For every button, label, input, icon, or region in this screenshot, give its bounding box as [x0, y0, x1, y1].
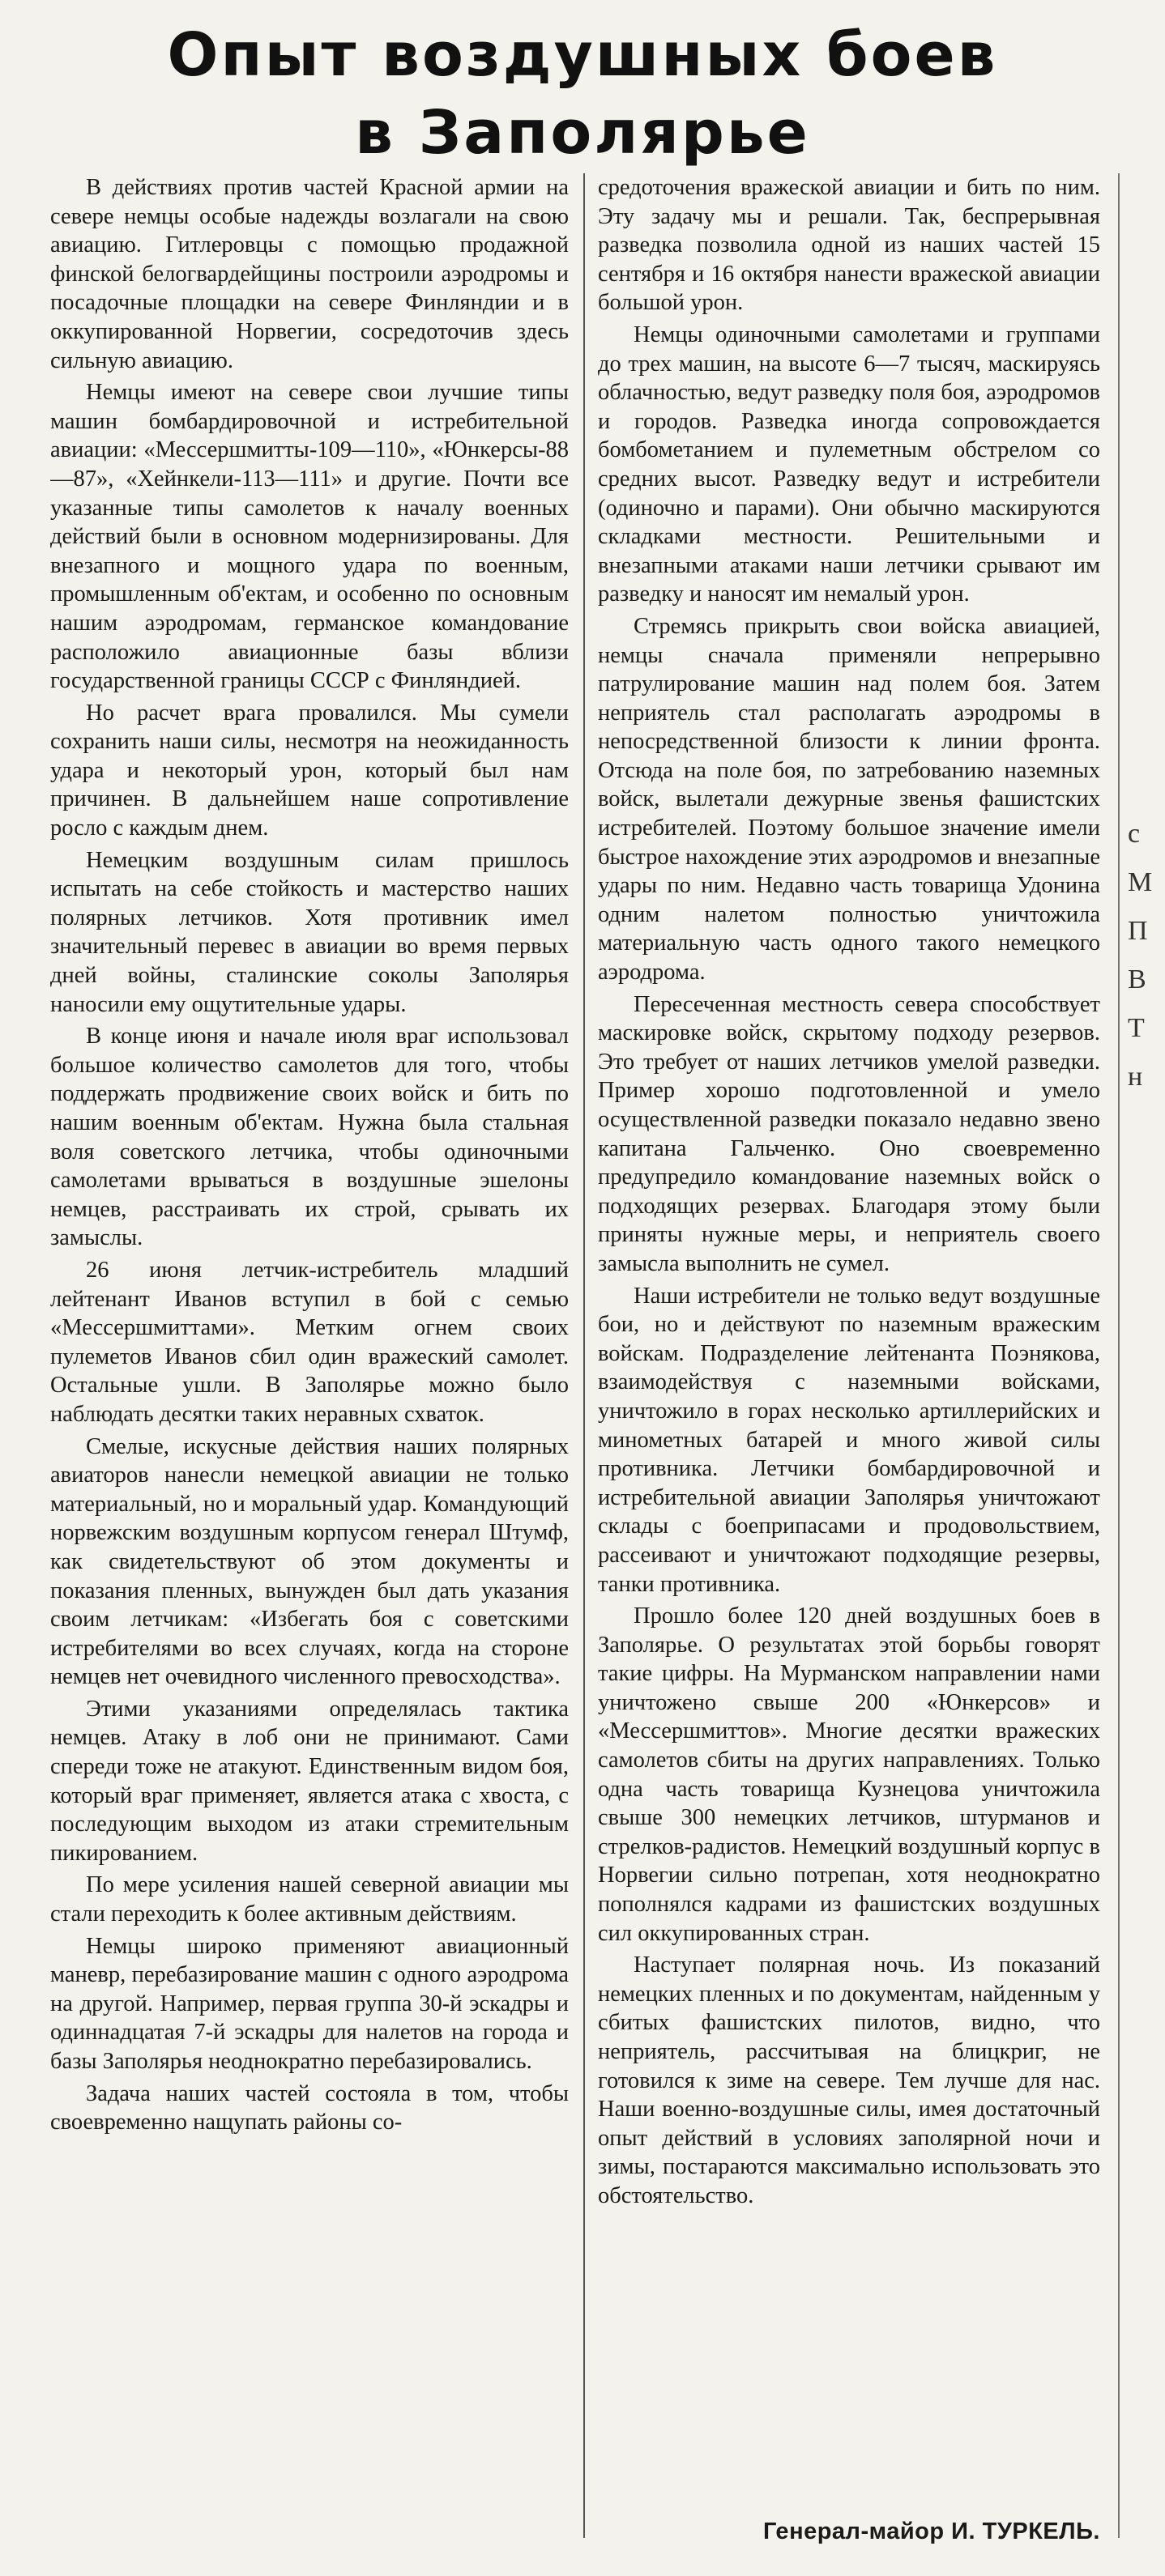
article-headline [0, 16, 1165, 172]
fragment-letter: с [1128, 819, 1141, 849]
paragraph: Немцы имеют на севере свои лучшие типы машин бомбардировочной и истребительной авиации: «Мессершмитты-109—110», «Юнкерсы-88—87», «Хейнкели-113—111» и другие. Почти все указанные типы самолетов к началу военных действий были в основном модернизированы. Для внезапного и мощного удара по военным, промышленным об'ектам, и особенно по основным нашим аэродромам, германское командование расположило авиационные базы вблизи государственной границы СССР с Финляндией. [50, 380, 569, 694]
headline-line-1: Опыт воздушных боев [167, 20, 998, 90]
fragment-letter: Т [1128, 1013, 1145, 1043]
fragment-letter: В [1128, 964, 1146, 994]
left-column [50, 173, 569, 2562]
paragraph: Стремясь прикрыть свои войска авиацией, немцы сначала применяли непрерывно патрулирование машин над полем боя. Затем неприятель стал располагать аэродромы в непосредственной близости к линии фронта. Отсюда на поле боя, по затребованию наземных войск, вылетали дежурные звенья фашистских истребителей. Поэтому большое значение имели быстрое нахождение этих аэродромов и внезапные удары по ним. Недавно часть товарища Удонина одним налетом полностью уничтожила материальную часть одного такого немецкого аэродрома. [598, 613, 1100, 986]
adjacent-column-fragments [1128, 810, 1165, 2267]
right-column [598, 173, 1100, 2562]
paragraph: В конце июня и начале июля враг использовал большое количество самолетов для того, чтобы поддержать продвижение своих войск и бить по нашим военным об'ектам. Нужна была стальная воля советского летчика, чтобы одиночными самолетами врываться в воздушные эшелоны немцев, расстраивать их строй, срывать их замыслы. [50, 1024, 569, 1251]
paragraph: Немецким воздушным силам пришлось испытать на себе стойкость и мастерство наших полярных летчиков. Хотя противник имел значительный перевес в авиации во время первых дней войны, сталинские соколы Заполярья наносили ему ощутительные удары. [50, 847, 569, 1017]
paragraph: Немцы одиночными самолетами и группами до трех машин, на высоте 6—7 тысяч, маскируясь облачностью, ведут разведку поля боя, аэродромов и городов. Разведка иногда сопровождается бомбометанием и пулеметным обстрелом со средних высот. Разведку ведут и истребители (одиночно и парами). Они обычно маскируются складками местности. Решительными и внезапными атаками наши летчики срывают им разведку и наносят им немалый урон. [598, 321, 1100, 607]
paragraph: Этими указаниями определялась тактика немцев. Атаку в лоб они не принимают. Сами спереди тоже не атакуют. Единственным видом боя, который враг применяет, является атака с хвоста, с последующим выходом из атаки стремительным пикированием. [50, 1696, 569, 1866]
paragraph: Наши истребители не только ведут воздушные бои, но и действуют по наземным вражеским войскам. Подразделение лейтенанта Поэнякова, взаимодействуя с наземными войсками, уничтожило в горах несколько артиллерийских и минометных батарей и много живой силы противника. Летчики бомбардировочной и истребительной авиации Заполярья уничтожают склады с боеприпасами и продовольствием, рассеивают и уничтожают подходящие резервы, танки противника. [598, 1283, 1100, 1597]
paragraph: Но расчет врага провалился. Мы сумели сохранить наши силы, несмотря на неожиданность удара и некоторый урон, который был нам причинен. В дальнейшем наше сопротивление росло с каждым днем. [50, 700, 569, 841]
headline-line-2: в Заполярье [355, 98, 810, 168]
paragraph: Пересеченная местность севера способствует маскировке войск, скрытому подходу резервов. Это требует от наших летчиков умелой разведки. Пример хорошо подготовленной и умело осуществленной разведки показало недавно звено капитана Гальченко. Оно своевременно предупредило командование наземных войск о подходящих резервах. Благодаря этому были приняты нужные меры, и неприятель своего замысла выполнить не сумел. [598, 991, 1100, 1276]
fragment-letter: н [1128, 1062, 1143, 1092]
paragraph: Наступает полярная ночь. Из показаний немецких пленных и по документам, найденным у сбитых фашистских пилотов, видно, что неприятель, рассчитывая на блицкриг, не готовился к зиме на севере. Тем лучше для нас. Наши военно-воздушные силы, имея достаточный опыт действий в условиях заполярной ночи и зимы, постараются максимально использовать это обстоятельство. [598, 1952, 1100, 2208]
paragraph: Смелые, искусные действия наших полярных авиаторов нанесли немецкой авиации не только материальный, но и моральный удар. Командующий норвежским воздушным корпусом генерал Штумф, как свидетельствуют об этом документы и показания пленных, вынужден был дать указания своим летчикам: «Избегать боя с советскими истребителями во всех случаях, когда на стороне немцев нет очевидного численного превосходства». [50, 1433, 569, 1690]
paragraph: Прошло более 120 дней воздушных боев в Заполярье. О результатах этой борьбы говорят такие цифры. На Мурманском направлении нами уничтожено свыше 200 «Юнкерсов» и «Мессершмиттов». Многие десятки вражеских самолетов сбиты на других направлениях. Только одна часть товарища Кузнецова уничтожила свыше 300 немецких летчиков, штурманов и стрелков-радистов. Немецкий воздушный корпус в Норвегии сильно потрепан, хотя неоднократно пополнялся кадрами из фашистских воздушных сил оккупированных стран. [598, 1603, 1100, 1946]
paragraph: Задача наших частей состояла в том, чтобы своевременно нащупать районы со- [50, 2080, 569, 2135]
right-edge-divider [1118, 173, 1120, 2538]
column-divider [583, 173, 585, 2538]
paragraph: В действиях против частей Красной армии на севере немцы особые надежды возлагали на свою авиацию. Гитлеровцы с помощью продажной финской белогвардейщины построили аэродромы и посадочные площадки на севере Финляндии и в оккупированной Норвегии, сосредоточив здесь сильную авиацию. [50, 175, 569, 373]
fragment-letter: М [1128, 867, 1153, 897]
paragraph: По мере усиления нашей северной авиации мы стали переходить к более активным действиям. [50, 1872, 569, 1927]
author-signature: Генерал-майор И. ТУРКЕЛЬ. [762, 2519, 1100, 2544]
paragraph: средоточения вражеской авиации и бить по ним. Эту задачу мы и решали. Так, беспрерывная разведка позволила одной из наших частей 15 сентября и 16 октября нанести вражеской авиации большой урон. [598, 175, 1100, 316]
fragment-letter: П [1128, 916, 1148, 946]
paragraph: 26 июня летчик-истребитель младший лейтенант Иванов вступил в бой с семью «Мессершмиттами». Метким огнем своих пулеметов Иванов сбил один вражеский самолет. Остальные ушли. В Заполярье можно было наблюдать десятки таких неравных схваток. [50, 1257, 569, 1427]
paragraph: Немцы широко применяют авиационный маневр, перебазирование машин с одного аэродрома на другой. Например, первая группа 30-й эскадры и одиннадцатая 7-й эскадры для налетов на города и базы Заполярья неоднократно перебазировались. [50, 1933, 569, 2074]
